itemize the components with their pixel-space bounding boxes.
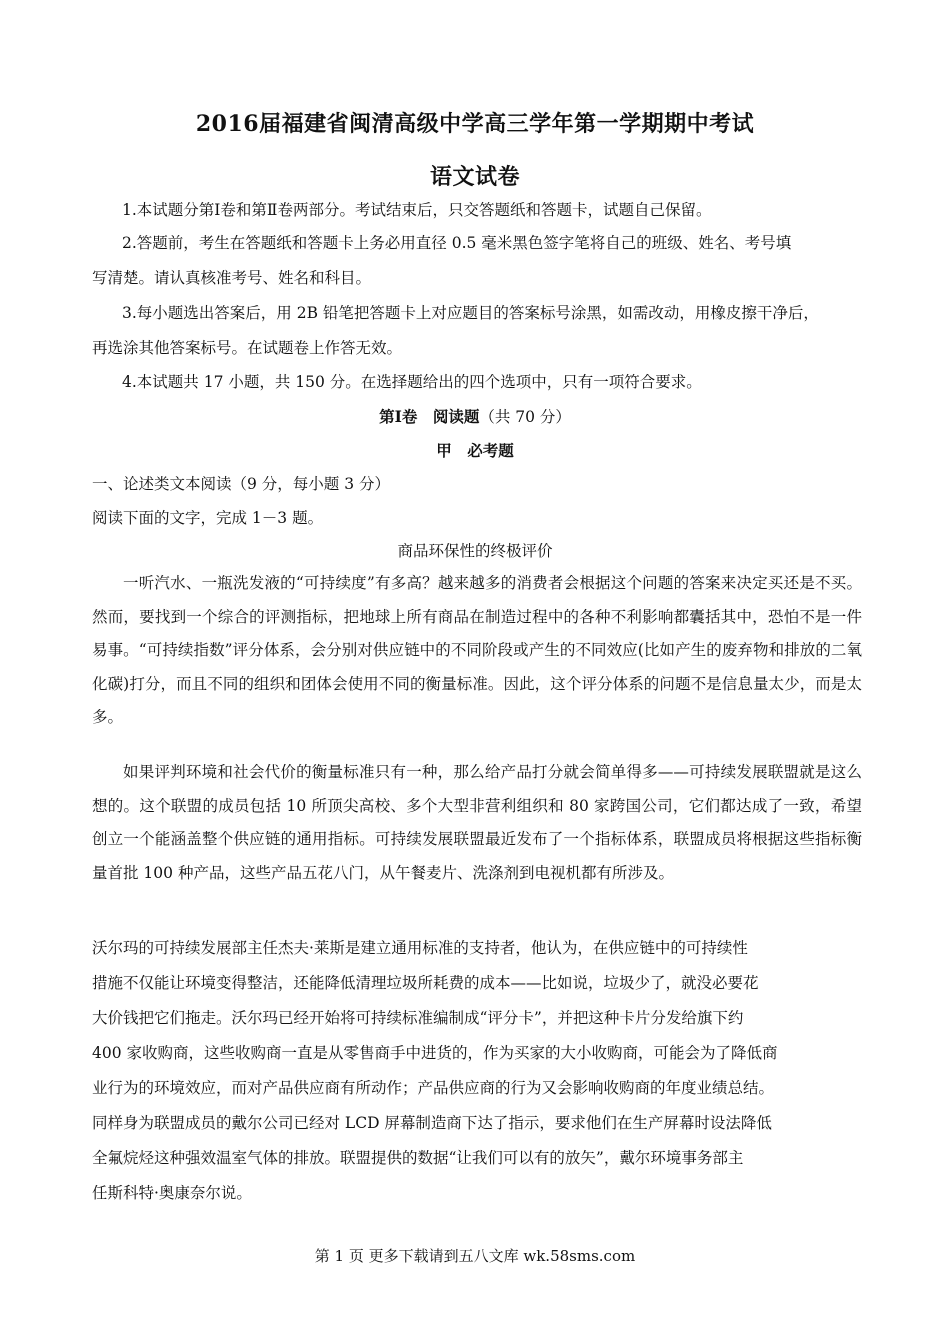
instruction-1: 1.本试题分第Ⅰ卷和第Ⅱ卷两部分。考试结束后，只交答题纸和答题卡，试题自己保留。 — [122, 201, 712, 219]
instruction-2-line-1: 2.答题前，考生在答题纸和答题卡上务必用直径 0.5 毫米黑色签字笔将自己的班级、姓名、考号填 — [122, 234, 792, 252]
volume-heading — [0, 407, 950, 427]
instruction-3-line-2: 再选涂其他答案标号。在试题卷上作答无效。 — [92, 339, 403, 357]
exam-title: 2016届福建省闽清高级中学高三学年第一学期期中考试 — [195, 111, 755, 137]
article-paragraph-3-line: 同样身为联盟成员的戴尔公司已经对 LCD 屏幕制造商下达了指示，要求他们在生产屏幕时设法降低 — [92, 1114, 772, 1132]
instruction-4: 4.本试题共 17 小题，共 150 分。在选择题给出的四个选项中，只有一项符合要求。 — [122, 373, 702, 391]
article-title: 商品环保性的终极评价 — [397, 542, 553, 560]
article-paragraph-3-line: 沃尔玛的可持续发展部主任杰夫·莱斯是建立通用标准的支持者，他认为，在供应链中的可持续性 — [92, 939, 748, 957]
exam-subtitle: 语文试卷 — [429, 164, 520, 190]
instruction-2-line-2: 写清楚。请认真核准考号、姓名和科目。 — [92, 269, 372, 287]
instruction-3-line-1: 3.每小题选出答案后，用 2B 铅笔把答题卡上对应题目的答案标号涂黑，如需改动，用橡皮擦干净后， — [122, 304, 819, 322]
article-paragraph-3-line: 业行为的环境效应，而对产品供应商有所动作；产品供应商的行为又会影响收购商的年度业绩总结。 — [92, 1079, 775, 1097]
volume-score: （共 70 分） — [479, 408, 571, 426]
article-paragraph-3-line: 任斯科特·奥康奈尔说。 — [92, 1184, 252, 1202]
article-paragraph-1: 一听汽水、一瓶洗发液的“可持续度”有多高？越来越多的消费者会根据这个问题的答案来决定买还是不买。然而，要找到一个综合的评测指标，把地球上所有商品在制造过程中的各种不利影响都囊括其中，恐怕不是一件易事。“可持续指数”评分体系，会分别对供应链中的不同阶段或产生的不同效应(比如产生的废弃物和排放的二氧化碳)打分，而且不同的组织和团体会使用不同的衡量标准。因此，这个评分体系的问题不是信息量太少，而是太多。 — [92, 574, 862, 727]
article-paragraph-3-line: 全氟烷烃这种强效温室气体的排放。联盟提供的数据“让我们可以有的放矢”，戴尔环境事务部主 — [92, 1149, 744, 1167]
question-heading: 一、论述类文本阅读（9 分，每小题 3 分） — [92, 475, 391, 493]
article-paragraph-3-line: 措施不仅能让环境变得整洁，还能降低清理垃圾所耗费的成本——比如说，垃圾少了，就没必要花 — [92, 974, 759, 992]
volume-title: 第Ⅰ卷 阅读题 — [379, 407, 480, 426]
part-heading: 甲 必考题 — [436, 441, 514, 460]
article-paragraph-2: 如果评判环境和社会代价的衡量标准只有一种，那么给产品打分就会简单得多——可持续发展联盟就是这么想的。这个联盟的成员包括 10 所顶尖高校、多个大型非营利组织和 80 家跨国公司，它们都达成了一致，希望创立一个能涵盖整个供应链的通用指标。可持续发展联盟最近发布了一个指标体系，联盟成员将根据这些指标衡量首批 100 种产品，这些产品五花八门，从午餐麦片、洗涤剂到电视机都有所涉及。 — [92, 763, 862, 882]
question-instruction: 阅读下面的文字，完成 1－3 题。 — [92, 509, 324, 527]
article-paragraph-3-line: 400 家收购商，这些收购商一直是从零售商手中进货的，作为买家的大小收购商，可能会为了降低商 — [92, 1044, 778, 1062]
page-footer: 第 1 页 更多下载请到五八文库 wk.58sms.com — [314, 1247, 636, 1265]
article-paragraph-3-line: 大价钱把它们拖走。沃尔玛已经开始将可持续标准编制成“评分卡”，并把这种卡片分发给旗下约 — [92, 1009, 744, 1027]
